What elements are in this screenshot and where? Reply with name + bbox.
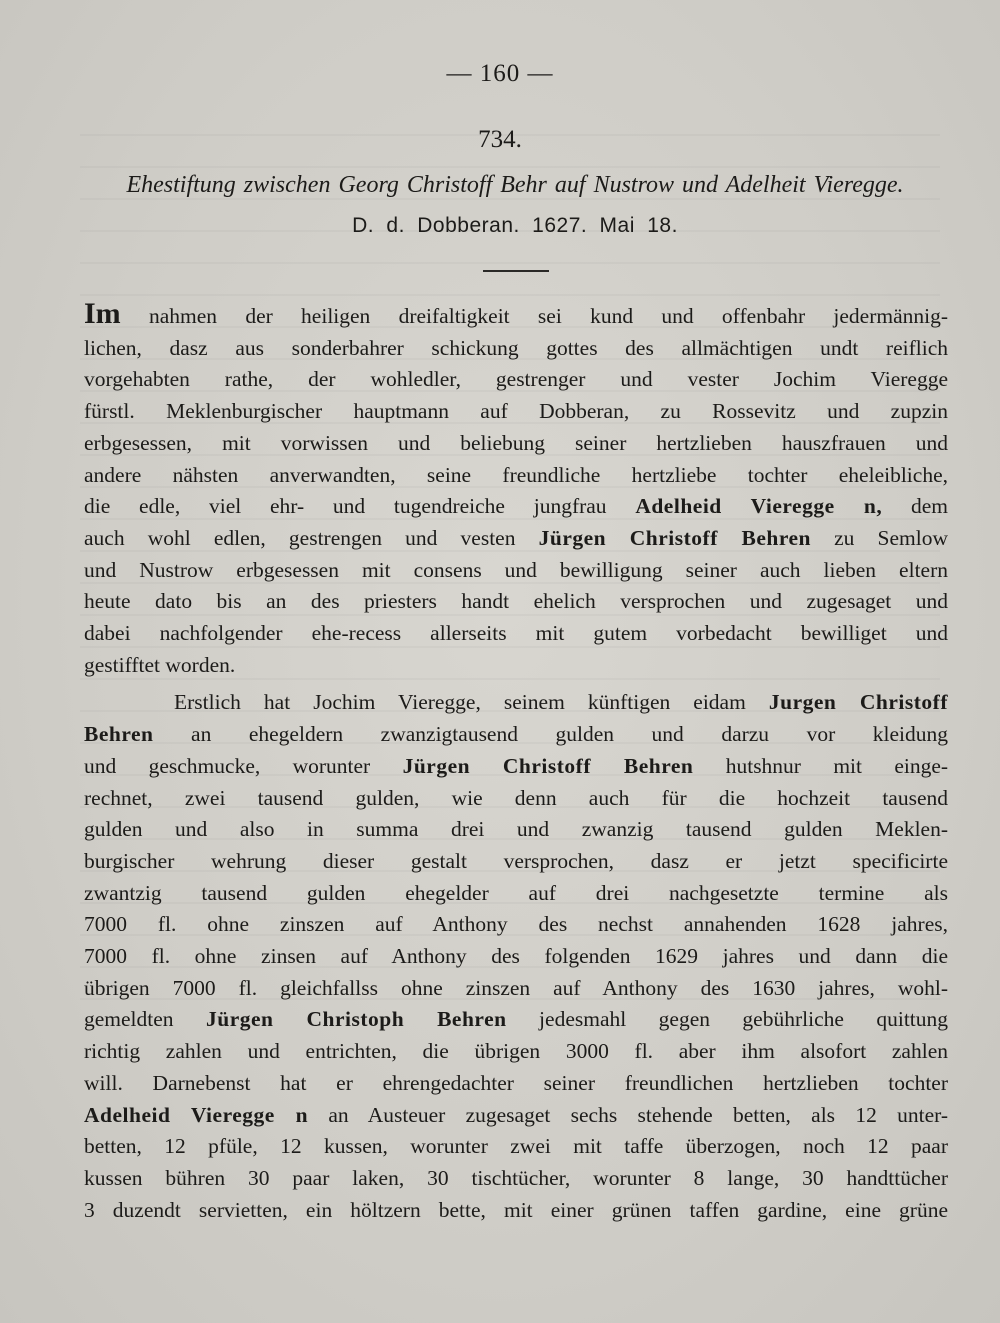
initial-letters: Im (84, 297, 121, 330)
document-number: 734. (478, 126, 522, 153)
line: übrigen 7000 fl. gleichfallss ohne zinszen auf Anthony des 1630 jahres, wohl- (84, 975, 948, 1000)
line: Behren an ehegeldern zwanzigtausend gulden und darzu vor kleidung (84, 722, 949, 747)
line: Im nahmen der heiligen dreifaltigkeit sei kund und offenbahr jedermännig- (84, 297, 949, 330)
paragraph-2 (84, 687, 948, 1226)
line: Erstlich hat Jochim Vieregge, seinem künftigen eidam Jurgen Christoff (174, 690, 948, 715)
separator-rule (483, 270, 549, 272)
paragraph-1 (84, 298, 948, 650)
name-juergen: Jürgen Christoff Behren (538, 525, 811, 550)
line: gestifftet worden. (84, 652, 236, 677)
line: 3 duzendt servietten, ein höltzern bette, mit einer grünen taffen gardine, eine grüne (84, 1197, 948, 1222)
name-adelheid: Adelheid Vieregge n, (635, 494, 883, 519)
line: 7000 fl. ohne zinsen auf Anthony des folgenden 1629 jahres und dann die (84, 944, 948, 969)
line: betten, 12 pfüle, 12 kussen, worunter zwei mit taffe überzogen, noch 12 paar (84, 1134, 948, 1159)
line: und Nustrow erbgesessen mit consens und bewilligung seiner auch lieben eltern (84, 557, 948, 582)
line: gulden und also in summa drei und zwanzig tausend gulden Meklen- (84, 817, 948, 842)
line: burgischer wehrung dieser gestalt versprochen, dasz er jetzt specificirte (84, 848, 948, 873)
line: 7000 fl. ohne zinszen auf Anthony des nechst annahenden 1628 jahres, (84, 912, 948, 937)
line: heute dato bis an des priesters handt ehelich versprochen und zugesaget und (84, 589, 948, 614)
dateline: D. d. Dobberan. 1627. Mai 18. (352, 214, 678, 237)
document-heading: Ehestiftung zwischen Georg Christoff Behr auf Nustrow und Adelheit Vieregge. (126, 172, 904, 198)
line: andere nähsten anverwandten, seine freundliche hertzliebe tochter eheleibliche, (84, 462, 948, 487)
name-adelheid: Adelheid Vieregge n (84, 1102, 309, 1127)
name-behren: Behren (84, 722, 154, 747)
line: will. Darnebenst hat er ehrengedachter seiner freundlichen hertzlieben tochter (84, 1070, 948, 1095)
line: vorgehabten rathe, der wohledler, gestrenger und vester Jochim Vieregge (84, 367, 948, 392)
page-number: — 160 — (446, 60, 554, 87)
line: fürstl. Meklenburgischer hauptmann auf Dobberan, zu Rossevitz und zupzin (84, 399, 948, 424)
body-text (84, 298, 948, 1226)
line: kussen bühren 30 paar laken, 30 tischtücher, worunter 8 lange, 30 handttücher (84, 1165, 948, 1190)
paragraph-1-end (84, 650, 948, 682)
line: Adelheid Vieregge n an Austeuer zugesaget sechs stehende betten, als 12 unter- (84, 1102, 949, 1127)
line: und geschmucke, worunter Jürgen Christoff Behren hutshnur mit einge- (84, 753, 949, 778)
name-juergen: Jürgen Christoph Behren (206, 1007, 507, 1032)
line: dabei nachfolgender ehe-recess allerseits mit gutem vorbedacht bewilliget und (84, 621, 948, 646)
line: richtig zahlen und entrichten, die übrigen 3000 fl. aber ihm alsofort zahlen (84, 1039, 948, 1064)
line: rechnet, zwei tausend gulden, wie denn auch für die hochzeit tausend (84, 785, 948, 810)
line: gemeldten Jürgen Christoph Behren jedesmahl gegen gebührliche quittung (84, 1007, 949, 1032)
line: die edle, viel ehr- und tugendreiche jungfrau Adelheid Vieregge n, dem (84, 494, 949, 519)
line: lichen, dasz aus sonderbahrer schickung gottes des allmächtigen undt reiflich (84, 335, 948, 360)
name-juergen: Jurgen Christoff (768, 690, 948, 715)
line: erbgesessen, mit vorwissen und beliebung seiner hertzlieben hauszfrauen und (84, 430, 948, 455)
line: zwantzig tausend gulden ehegelder auf drei nachgesetzte termine als (84, 880, 948, 905)
line: auch wohl edlen, gestrengen und vesten Jürgen Christoff Behren zu Semlow (84, 525, 949, 550)
name-juergen: Jürgen Christoff Behren (402, 753, 694, 778)
